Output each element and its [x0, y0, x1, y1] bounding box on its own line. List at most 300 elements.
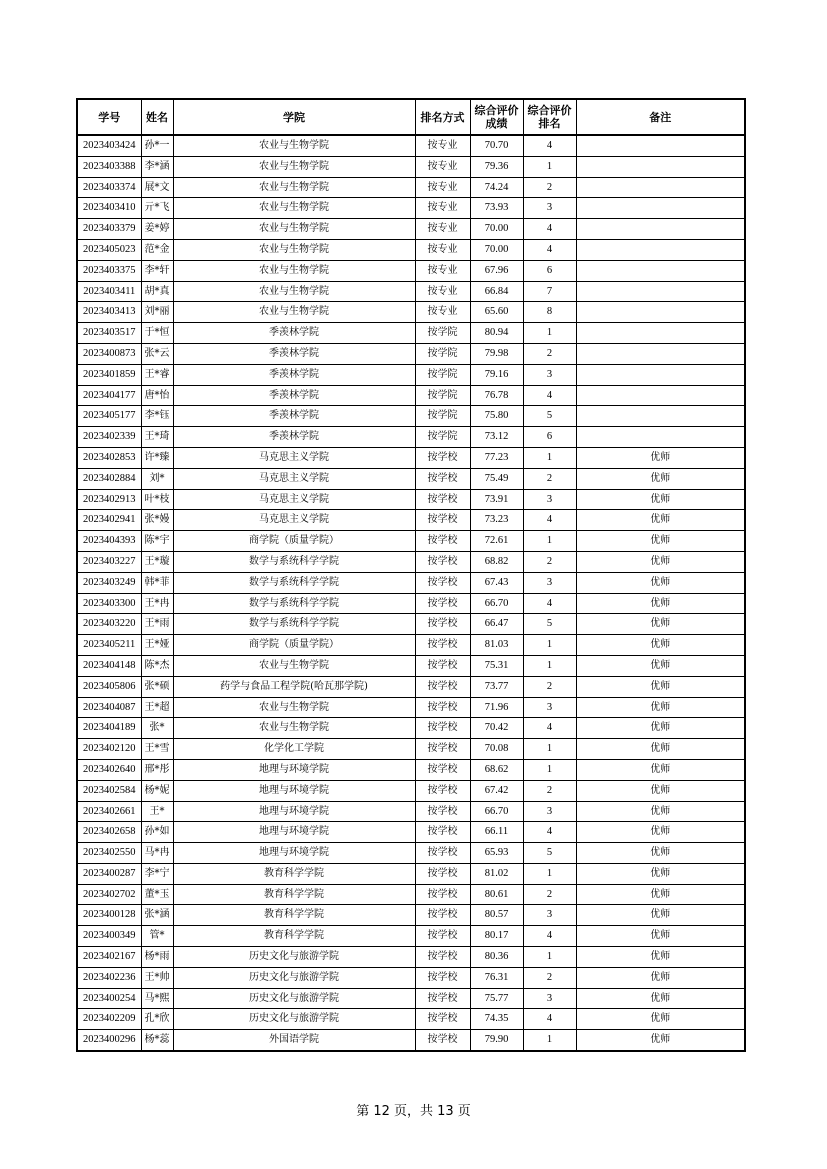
cell-college: 教育科学学院	[173, 905, 415, 926]
cell-name: 马*熙	[141, 988, 173, 1009]
cell-score: 81.03	[470, 635, 523, 656]
cell-score: 79.16	[470, 364, 523, 385]
table-row	[77, 323, 745, 344]
cell-student-id: 2023403375	[77, 260, 141, 281]
cell-rank: 2	[523, 780, 576, 801]
cell-note: 优师	[576, 635, 745, 656]
table-row	[77, 468, 745, 489]
cell-rank: 4	[523, 239, 576, 260]
cell-college: 商学院（质量学院）	[173, 531, 415, 552]
cell-rank-method: 按学校	[415, 1030, 470, 1051]
table-row	[77, 614, 745, 635]
header-rank: 综合评价 排名	[523, 99, 576, 135]
cell-student-id: 2023403410	[77, 198, 141, 219]
cell-student-id: 2023400287	[77, 863, 141, 884]
cell-name: 张*嫚	[141, 510, 173, 531]
cell-rank: 1	[523, 1030, 576, 1051]
cell-student-id: 2023403379	[77, 219, 141, 240]
cell-student-id: 2023405211	[77, 635, 141, 656]
cell-student-id: 2023402640	[77, 759, 141, 780]
cell-score: 76.31	[470, 967, 523, 988]
cell-score: 73.77	[470, 676, 523, 697]
table-row	[77, 427, 745, 448]
cell-rank-method: 按专业	[415, 239, 470, 260]
cell-score: 70.08	[470, 739, 523, 760]
cell-score: 75.80	[470, 406, 523, 427]
cell-rank-method: 按学校	[415, 926, 470, 947]
cell-score: 79.36	[470, 156, 523, 177]
cell-name: 王*娅	[141, 635, 173, 656]
cell-name: 王*超	[141, 697, 173, 718]
cell-college: 数学与系统科学学院	[173, 572, 415, 593]
table-row	[77, 988, 745, 1009]
cell-note: 优师	[576, 489, 745, 510]
cell-score: 73.12	[470, 427, 523, 448]
cell-rank: 3	[523, 572, 576, 593]
cell-note	[576, 427, 745, 448]
cell-note: 优师	[576, 1009, 745, 1030]
cell-note: 优师	[576, 967, 745, 988]
cell-rank-method: 按专业	[415, 219, 470, 240]
table-row	[77, 822, 745, 843]
cell-note: 优师	[576, 593, 745, 614]
cell-college: 马克思主义学院	[173, 447, 415, 468]
cell-college: 外国语学院	[173, 1030, 415, 1051]
table-row	[77, 905, 745, 926]
cell-rank-method: 按学校	[415, 822, 470, 843]
cell-college: 地理与环境学院	[173, 843, 415, 864]
table-header-row	[77, 99, 745, 135]
cell-name: 杨*雨	[141, 947, 173, 968]
table-row	[77, 198, 745, 219]
cell-rank: 1	[523, 156, 576, 177]
cell-college: 农业与生物学院	[173, 281, 415, 302]
cell-score: 75.49	[470, 468, 523, 489]
cell-score: 66.47	[470, 614, 523, 635]
cell-note: 优师	[576, 822, 745, 843]
cell-note: 优师	[576, 531, 745, 552]
cell-rank: 7	[523, 281, 576, 302]
cell-student-id: 2023404393	[77, 531, 141, 552]
cell-rank: 4	[523, 385, 576, 406]
cell-score: 80.36	[470, 947, 523, 968]
cell-name: 刘*	[141, 468, 173, 489]
cell-note	[576, 198, 745, 219]
cell-score: 66.70	[470, 593, 523, 614]
cell-rank-method: 按学校	[415, 447, 470, 468]
table-row	[77, 343, 745, 364]
cell-rank: 1	[523, 323, 576, 344]
cell-college: 商学院（质量学院）	[173, 635, 415, 656]
cell-college: 农业与生物学院	[173, 655, 415, 676]
cell-note: 优师	[576, 739, 745, 760]
cell-rank: 4	[523, 718, 576, 739]
cell-rank-method: 按学校	[415, 884, 470, 905]
cell-rank-method: 按学校	[415, 947, 470, 968]
cell-name: 王*睿	[141, 364, 173, 385]
table-row	[77, 780, 745, 801]
cell-note	[576, 323, 745, 344]
cell-rank: 1	[523, 947, 576, 968]
cell-rank-method: 按学校	[415, 759, 470, 780]
cell-college: 农业与生物学院	[173, 156, 415, 177]
cell-rank: 4	[523, 822, 576, 843]
cell-note: 优师	[576, 843, 745, 864]
cell-score: 74.24	[470, 177, 523, 198]
cell-note: 优师	[576, 759, 745, 780]
cell-score: 70.00	[470, 219, 523, 240]
cell-score: 80.57	[470, 905, 523, 926]
cell-college: 马克思主义学院	[173, 510, 415, 531]
cell-name: 王*帅	[141, 967, 173, 988]
table-row	[77, 676, 745, 697]
cell-college: 地理与环境学院	[173, 780, 415, 801]
cell-note: 优师	[576, 614, 745, 635]
cell-college: 农业与生物学院	[173, 302, 415, 323]
cell-score: 75.77	[470, 988, 523, 1009]
header-student-id: 学号	[77, 99, 141, 135]
cell-college: 农业与生物学院	[173, 135, 415, 156]
cell-student-id: 2023403413	[77, 302, 141, 323]
cell-rank-method: 按学校	[415, 531, 470, 552]
cell-college: 农业与生物学院	[173, 239, 415, 260]
cell-note	[576, 385, 745, 406]
cell-score: 68.62	[470, 759, 523, 780]
cell-note	[576, 302, 745, 323]
header-note: 备注	[576, 99, 745, 135]
table-body	[77, 135, 745, 1051]
cell-score: 67.43	[470, 572, 523, 593]
cell-rank: 1	[523, 863, 576, 884]
cell-rank-method: 按学校	[415, 905, 470, 926]
cell-rank-method: 按学校	[415, 489, 470, 510]
cell-score: 75.31	[470, 655, 523, 676]
cell-rank-method: 按学校	[415, 614, 470, 635]
cell-college: 马克思主义学院	[173, 468, 415, 489]
table-row	[77, 572, 745, 593]
table-row	[77, 239, 745, 260]
cell-college: 历史文化与旅游学院	[173, 947, 415, 968]
cell-rank-method: 按学校	[415, 551, 470, 572]
cell-college: 地理与环境学院	[173, 759, 415, 780]
cell-student-id: 2023403517	[77, 323, 141, 344]
cell-college: 农业与生物学院	[173, 219, 415, 240]
cell-student-id: 2023401859	[77, 364, 141, 385]
cell-name: 范*金	[141, 239, 173, 260]
cell-note: 优师	[576, 926, 745, 947]
cell-rank-method: 按学校	[415, 863, 470, 884]
cell-student-id: 2023402661	[77, 801, 141, 822]
cell-name: 杨*妮	[141, 780, 173, 801]
cell-score: 76.78	[470, 385, 523, 406]
cell-college: 教育科学学院	[173, 863, 415, 884]
cell-name: 王*冉	[141, 593, 173, 614]
table-row	[77, 302, 745, 323]
cell-score: 73.23	[470, 510, 523, 531]
cell-note: 优师	[576, 718, 745, 739]
cell-college: 马克思主义学院	[173, 489, 415, 510]
cell-name: 管*	[141, 926, 173, 947]
cell-note: 优师	[576, 697, 745, 718]
cell-student-id: 2023405177	[77, 406, 141, 427]
table-row	[77, 718, 745, 739]
cell-score: 68.82	[470, 551, 523, 572]
cell-note	[576, 406, 745, 427]
cell-note: 优师	[576, 447, 745, 468]
cell-note: 优师	[576, 551, 745, 572]
cell-rank: 1	[523, 531, 576, 552]
cell-student-id: 2023405806	[77, 676, 141, 697]
cell-college: 数学与系统科学学院	[173, 593, 415, 614]
cell-name: 张*硕	[141, 676, 173, 697]
cell-college: 历史文化与旅游学院	[173, 988, 415, 1009]
cell-name: 王*璇	[141, 551, 173, 572]
cell-student-id: 2023404148	[77, 655, 141, 676]
cell-student-id: 2023402702	[77, 884, 141, 905]
cell-rank-method: 按专业	[415, 281, 470, 302]
table-row	[77, 801, 745, 822]
table-row	[77, 385, 745, 406]
cell-name: 许*臻	[141, 447, 173, 468]
cell-student-id: 2023402913	[77, 489, 141, 510]
cell-score: 80.17	[470, 926, 523, 947]
cell-rank: 1	[523, 759, 576, 780]
cell-student-id: 2023403220	[77, 614, 141, 635]
cell-rank-method: 按专业	[415, 260, 470, 281]
cell-rank: 2	[523, 967, 576, 988]
cell-rank-method: 按学院	[415, 406, 470, 427]
header-college: 学院	[173, 99, 415, 135]
cell-student-id: 2023402236	[77, 967, 141, 988]
cell-name: 张*	[141, 718, 173, 739]
cell-student-id: 2023402941	[77, 510, 141, 531]
cell-rank-method: 按专业	[415, 198, 470, 219]
cell-rank: 1	[523, 739, 576, 760]
cell-student-id: 2023400349	[77, 926, 141, 947]
table-row	[77, 406, 745, 427]
cell-score: 67.42	[470, 780, 523, 801]
cell-rank-method: 按学校	[415, 593, 470, 614]
cell-college: 药学与食品工程学院(哈瓦那学院)	[173, 676, 415, 697]
cell-rank: 8	[523, 302, 576, 323]
cell-rank: 5	[523, 614, 576, 635]
table-row	[77, 759, 745, 780]
cell-student-id: 2023404087	[77, 697, 141, 718]
cell-student-id: 2023402209	[77, 1009, 141, 1030]
cell-rank: 2	[523, 884, 576, 905]
cell-rank-method: 按学校	[415, 718, 470, 739]
table-row	[77, 260, 745, 281]
cell-score: 66.70	[470, 801, 523, 822]
cell-note	[576, 260, 745, 281]
cell-student-id: 2023403388	[77, 156, 141, 177]
table-row	[77, 655, 745, 676]
cell-note	[576, 219, 745, 240]
cell-rank: 1	[523, 447, 576, 468]
cell-college: 数学与系统科学学院	[173, 551, 415, 572]
cell-rank: 4	[523, 1009, 576, 1030]
cell-note	[576, 156, 745, 177]
cell-name: 李*轩	[141, 260, 173, 281]
cell-score: 79.90	[470, 1030, 523, 1051]
cell-score: 70.42	[470, 718, 523, 739]
table-row	[77, 177, 745, 198]
cell-name: 孔*欣	[141, 1009, 173, 1030]
cell-rank-method: 按学院	[415, 323, 470, 344]
cell-student-id: 2023403374	[77, 177, 141, 198]
cell-rank-method: 按学校	[415, 780, 470, 801]
cell-note: 优师	[576, 905, 745, 926]
cell-name: 孙*如	[141, 822, 173, 843]
cell-college: 农业与生物学院	[173, 177, 415, 198]
header-score: 综合评价 成绩	[470, 99, 523, 135]
cell-rank: 3	[523, 697, 576, 718]
table-row	[77, 510, 745, 531]
cell-score: 66.84	[470, 281, 523, 302]
cell-rank-method: 按专业	[415, 302, 470, 323]
cell-score: 67.96	[470, 260, 523, 281]
cell-note	[576, 239, 745, 260]
cell-score: 65.60	[470, 302, 523, 323]
cell-college: 历史文化与旅游学院	[173, 1009, 415, 1030]
cell-college: 农业与生物学院	[173, 198, 415, 219]
cell-note	[576, 281, 745, 302]
cell-college: 历史文化与旅游学院	[173, 967, 415, 988]
cell-name: 展*文	[141, 177, 173, 198]
cell-rank: 5	[523, 406, 576, 427]
cell-rank-method: 按学校	[415, 697, 470, 718]
cell-score: 80.94	[470, 323, 523, 344]
cell-name: 唐*怡	[141, 385, 173, 406]
cell-rank: 4	[523, 926, 576, 947]
cell-rank: 1	[523, 655, 576, 676]
cell-rank-method: 按学校	[415, 967, 470, 988]
table-row	[77, 926, 745, 947]
cell-rank-method: 按学校	[415, 801, 470, 822]
cell-student-id: 2023400254	[77, 988, 141, 1009]
cell-rank-method: 按学校	[415, 655, 470, 676]
cell-name: 杨*蕊	[141, 1030, 173, 1051]
cell-name: 王*	[141, 801, 173, 822]
cell-rank: 3	[523, 364, 576, 385]
table-row	[77, 1009, 745, 1030]
cell-student-id: 2023402167	[77, 947, 141, 968]
cell-rank-method: 按专业	[415, 156, 470, 177]
cell-score: 73.93	[470, 198, 523, 219]
table-row	[77, 1030, 745, 1051]
cell-rank: 6	[523, 260, 576, 281]
cell-note: 优师	[576, 676, 745, 697]
cell-name: 李*钰	[141, 406, 173, 427]
cell-student-id: 2023400873	[77, 343, 141, 364]
cell-name: 马*冉	[141, 843, 173, 864]
cell-name: 王*雪	[141, 739, 173, 760]
cell-rank: 4	[523, 135, 576, 156]
cell-note	[576, 343, 745, 364]
table-row	[77, 593, 745, 614]
cell-rank: 2	[523, 676, 576, 697]
table-row	[77, 739, 745, 760]
cell-name: 于*恒	[141, 323, 173, 344]
cell-college: 教育科学学院	[173, 884, 415, 905]
cell-student-id: 2023403411	[77, 281, 141, 302]
cell-rank: 2	[523, 551, 576, 572]
table-row	[77, 947, 745, 968]
cell-score: 70.70	[470, 135, 523, 156]
cell-score: 81.02	[470, 863, 523, 884]
cell-score: 73.91	[470, 489, 523, 510]
cell-rank-method: 按专业	[415, 177, 470, 198]
cell-rank: 3	[523, 489, 576, 510]
table-row	[77, 447, 745, 468]
cell-note	[576, 135, 745, 156]
cell-note: 优师	[576, 655, 745, 676]
cell-rank: 4	[523, 593, 576, 614]
cell-college: 季羡林学院	[173, 323, 415, 344]
table-row	[77, 884, 745, 905]
cell-note: 优师	[576, 1030, 745, 1051]
student-ranking-table	[76, 98, 746, 1052]
cell-score: 77.23	[470, 447, 523, 468]
cell-name: 姜*婷	[141, 219, 173, 240]
cell-note	[576, 177, 745, 198]
cell-score: 66.11	[470, 822, 523, 843]
cell-rank: 3	[523, 198, 576, 219]
cell-rank-method: 按学校	[415, 739, 470, 760]
cell-note: 优师	[576, 468, 745, 489]
cell-name: 韩*菲	[141, 572, 173, 593]
cell-score: 72.61	[470, 531, 523, 552]
cell-rank-method: 按学院	[415, 385, 470, 406]
cell-rank: 5	[523, 843, 576, 864]
cell-college: 季羡林学院	[173, 427, 415, 448]
cell-rank-method: 按学校	[415, 468, 470, 489]
cell-rank-method: 按专业	[415, 135, 470, 156]
cell-rank-method: 按学校	[415, 843, 470, 864]
cell-rank-method: 按学校	[415, 988, 470, 1009]
cell-rank-method: 按学院	[415, 343, 470, 364]
cell-note: 优师	[576, 780, 745, 801]
page-footer: 第 12 页，共 13 页	[356, 1104, 471, 1119]
cell-rank: 4	[523, 510, 576, 531]
table-row	[77, 219, 745, 240]
cell-note: 优师	[576, 572, 745, 593]
table-row	[77, 531, 745, 552]
cell-college: 数学与系统科学学院	[173, 614, 415, 635]
cell-rank: 3	[523, 905, 576, 926]
cell-rank: 2	[523, 343, 576, 364]
cell-student-id: 2023400296	[77, 1030, 141, 1051]
cell-name: 胡*真	[141, 281, 173, 302]
cell-college: 季羡林学院	[173, 364, 415, 385]
cell-name: 张*云	[141, 343, 173, 364]
cell-college: 季羡林学院	[173, 406, 415, 427]
cell-rank-method: 按学校	[415, 510, 470, 531]
table-row	[77, 697, 745, 718]
cell-student-id: 2023402853	[77, 447, 141, 468]
table-row	[77, 489, 745, 510]
cell-note: 优师	[576, 863, 745, 884]
table-row	[77, 635, 745, 656]
cell-name: 孙*一	[141, 135, 173, 156]
cell-college: 地理与环境学院	[173, 801, 415, 822]
cell-student-id: 2023402884	[77, 468, 141, 489]
cell-score: 80.61	[470, 884, 523, 905]
table-row	[77, 863, 745, 884]
table-row	[77, 364, 745, 385]
cell-student-id: 2023403227	[77, 551, 141, 572]
cell-note: 优师	[576, 801, 745, 822]
